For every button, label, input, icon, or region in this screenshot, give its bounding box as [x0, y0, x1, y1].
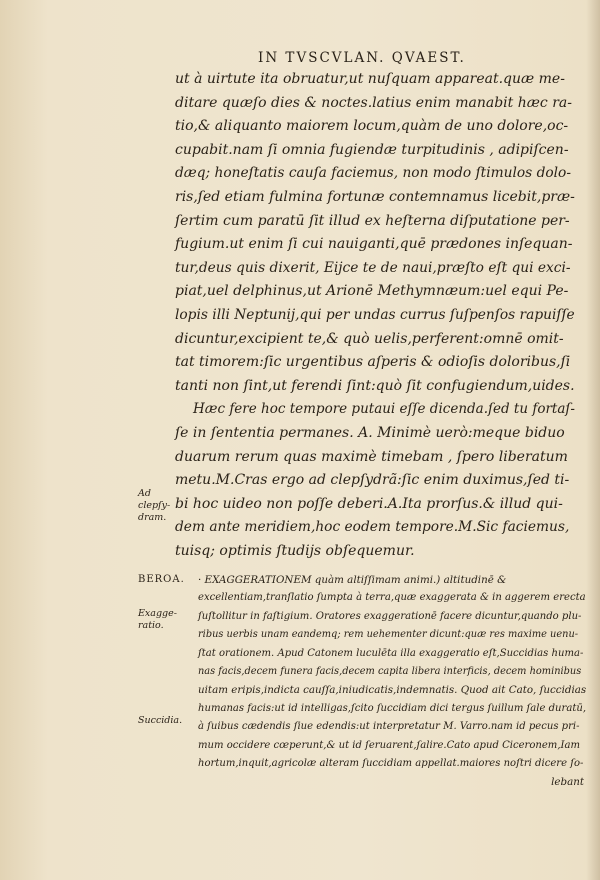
note-line: uitam eripis,indicta cauſſa,iniudicatis,indemnatis. Quod ait Cato, ſuccidias [198, 684, 587, 697]
text-line: tat timorem:ſic urgentibus aſperis & odioſis doloribus,ſi [175, 354, 571, 371]
note-line: à ſuibus cædendis ſiue edendis:ut interpretatur M. Varro.nam id pecus pri- [198, 721, 580, 733]
note-line: excellentiam,tranſlatio ſumpta à terra,quæ exaggerata & in aggerem erecta [198, 592, 586, 604]
margin-note-exaggeratio: Exagge- ratio. [138, 608, 177, 631]
text-line: ditare quæſo dies & noctes.latius enim manabit hæc ra- [175, 94, 572, 111]
note-line: nas facis,decem funera facis,decem capita libera interficis, decem hominibus [198, 666, 582, 678]
text-line: tanti non ſint,ut ferendi ſint:quò ſit confugiendum,uides. [175, 377, 575, 394]
note-line: mum occidere cœperunt,& ut id ſeruarent,ſalire.Cato apud Ciceronem,Iam [198, 739, 581, 751]
text-line: tur,deus quis dixerit, Eijce te de naui,præſto eſt qui exci- [175, 259, 571, 276]
text-line: fugium.ut enim ſi cui nauiganti,quē prædones inſequan- [175, 236, 573, 253]
running-header: IN TVSCVLAN. QVAEST. [258, 50, 466, 66]
text-line: lopis illi Neptunij,qui per undas currus ſuſpenſos rapuiſſe [175, 306, 575, 323]
text-line: dem ante meridiem,hoc eodem tempore.M.Sic faciemus, [175, 519, 570, 536]
text-line: ut à uirtute ita obruatur,ut nuſquam appareat.quæ me- [175, 71, 565, 87]
text-line: piat,uel delphinus,ut Arionē Methymnæum:uel equi Pe- [175, 283, 569, 300]
margin-note-clepsydram: Ad clepſy- dram. [138, 488, 171, 523]
text-line: ſe in ſententia permanes. A. Minimè uerò:meque biduo [175, 424, 565, 441]
text-line: ſertim cum paratū ſit illud ex heſterna diſputatione per- [175, 212, 570, 229]
text-line: duarum rerum quas maximè timebam , ſpero liberatum [175, 448, 568, 465]
text-line: bi hoc uideo non poſſe deberi.A.Ita prorſus.& illud qui- [175, 495, 563, 512]
note-line: hortum,inquit,agricolæ alteram ſuccidiam appellat.maiores noſtri dicere ſo- [198, 758, 584, 770]
note-line: ſuſtollitur in faſtigium. Oratores exaggerationē facere dicuntur,quando plu- [198, 610, 582, 622]
text-line: dæq; honeſtatis cauſa faciemus, non modo ſtimulos dolo- [175, 165, 571, 182]
text-line: ris,ſed etiam fulmina fortunæ contemnamus licebit,præ- [175, 188, 575, 205]
margin-note-succidia: Succidia. [138, 715, 183, 726]
note-line: · EXAGGERATIONEM quàm altiſſimam animi.) altitudinē & [198, 574, 507, 586]
text-line: Hæc fere hoc tempore putaui eſſe dicenda.ſed tu fortaſ- [193, 401, 575, 418]
margin-note-beroa: BEROA. [138, 574, 185, 585]
text-line: cupabit.nam ſi omnia fugiendæ turpitudinis , adipiſcen- [175, 141, 569, 158]
note-line: lebant [551, 776, 584, 789]
note-line: ribus uerbis unam eandemq; rem uehementer dicunt:quæ res maxime uenu- [198, 629, 579, 641]
main-text [175, 68, 575, 563]
commentary-notes [198, 571, 586, 792]
note-line: ſtat orationem. Apud Catonem luculēta illa exaggeratio eſt,Succidias huma- [198, 647, 584, 659]
text-line: tuisq; optimis ſtudijs obſequemur. [175, 542, 415, 559]
note-line: humanas facis:ut id intelligas,ſcito ſuccidiam dici tergus ſuillum ſale duratū, [198, 702, 587, 714]
text-line: metu.M.Cras ergo ad clepſydrã:ſic enim duximus,ſed ti- [175, 472, 570, 489]
page-spine-shadow [586, 0, 600, 880]
text-line: tio,& aliquanto maiorem locum,quàm de uno dolore,oc- [175, 118, 569, 135]
text-line: dicuntur,excipient te,& quò uelis,perferent:omnē omit- [175, 330, 564, 347]
